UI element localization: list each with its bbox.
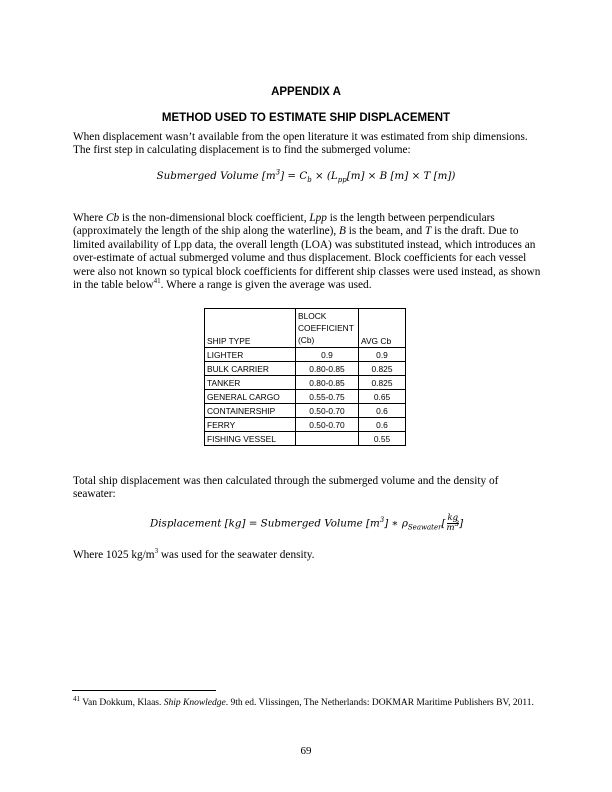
footnote-divider [72, 690, 216, 691]
header-avg-cb: AVG Cb [359, 309, 406, 348]
table-row: FISHING VESSEL 0.55 [205, 432, 406, 446]
page-number: 69 [300, 745, 312, 757]
footnote-reference: 41 [153, 277, 161, 286]
header-ship-type: SHIP TYPE [205, 309, 296, 348]
table-row: CONTAINERSHIP 0.50-0.70 0.6 [205, 404, 406, 418]
table-row: GENERAL CARGO 0.55-0.75 0.65 [205, 390, 406, 404]
header-block-coefficient: BLOCK COEFFICIENT (Cb) [296, 309, 359, 348]
block-coefficient-table [204, 308, 406, 446]
density-paragraph: Where 1025 $kg/m^3$ was used for the seawater density. [73, 547, 315, 561]
appendix-title: APPENDIX A [271, 86, 341, 98]
table-header-row [205, 309, 406, 348]
section-title: METHOD USED TO ESTIMATE SHIP DISPLACEMENT [161, 112, 451, 124]
total-displacement-paragraph: Total ship displacement was then calculated through the submerged volume and the density of seawater: [73, 475, 499, 501]
table-row: TANKER 0.80-0.85 0.825 [205, 376, 406, 390]
table-row: LIGHTER 0.9 0.9 [205, 348, 406, 362]
table-row: BULK CARRIER 0.80-0.85 0.825 [205, 362, 406, 376]
table-row: FERRY 0.50-0.70 0.6 [205, 418, 406, 432]
definitions-paragraph: Where Cb is the non-dimensional block coefficient, Lpp is the length between perpendiculars (approximately the length of the ship along the waterline), B is the beam, and T is the draft. Due to limited availability of Lpp data, the overall length (LOA) was substituted instead, which introduces an over-estimate of actual submerged volume and thus displacement. Block coefficients for each vessel were also not known so typical block coefficients for different ship classes were used instead, as shown in the table below$^{41}$. Where a range is given the average was used. [73, 212, 541, 292]
intro-paragraph: When displacement wasn’t available from the open literature it was estimated from ship dimensions. The first step in calculating displacement is to find the submerged volume: [73, 131, 528, 157]
submerged-volume-equation: Submerged Volume $[m^3] = C_b \times (L_{pp}[m] \times B$ [m] × T [m]) [156, 168, 456, 185]
footnote: $^{41}$ Van Dokkum, Klaas. Ship Knowledge. 9th ed. Vlissingen, The Netherlands: DOKMAR Maritime Publishers BV, 2011. [73, 694, 534, 708]
density-unit-fraction: $\frac{kg}{m^3}$ [446, 513, 460, 533]
displacement-equation: Displacement [kg] = Submerged Volume $[m^3]$ ∗ $\rho_{Seawater}$[ $\frac{kg}{m^3}$ ] [150, 513, 464, 533]
